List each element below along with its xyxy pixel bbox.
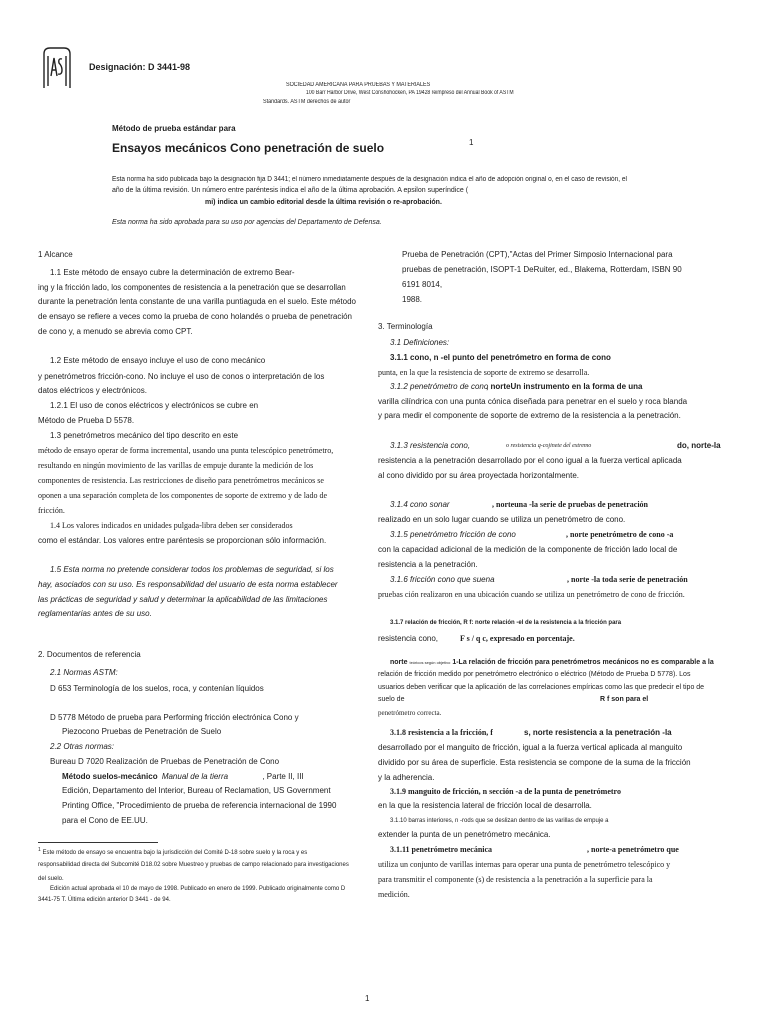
para-1-3-cont: resultando en ningún movimiento de las varillas de empuje durante la medición de los [38,461,314,470]
footnote-edition-cont: 3441-75 T. Última edición anterior D 3441 - de 94. [38,897,171,903]
para-3-1-3: 3.1.3 resistencia cono, [390,441,471,450]
section-3-heading: 3. Terminología [378,322,433,331]
para-3-1-5-cont: resistencia a la penetración. [378,560,478,569]
copyright-line: Standards. ASTM derechos de autor [263,99,351,105]
intro-line-3: mi) indica un cambio editorial desde la última revisión o re-aprobación. [205,199,442,206]
astm-logo-icon [40,46,74,90]
para-1-4-cont: como el estándar. Los valores entre paréntesis se proporcionan sólo información. [38,536,327,545]
ref-d7020: Bureau D 7020 Realización de Pruebas de Penetración de Cono [50,757,280,766]
para-1-3-cont: componentes de resistencia. Las restricciones de diseño para penetrómetros mecánicos se [38,476,324,485]
footnote-1 [38,848,307,857]
para-3-1-8-cont: dividido por su área de superficie. Esta resistencia se compone de la suma de la fricción [378,758,691,767]
ref-d5778-cont: Piezocono Pruebas de Penetración de Suelo [62,727,222,736]
para-3-1-9: 3.1.9 manguito de fricción, n sección -a de la punta de penetrómetro [390,787,621,796]
note-1-label: norte [390,659,408,666]
para-3-1-1: 3.1.1 cono, n -el punto del penetrómetro en forma de cono [390,353,611,362]
ref-d5778: D 5778 Método de prueba para Performing fricción electrónica Cono y [50,713,299,722]
para-3-1-5-def: , norte penetrómetro de cono -a [566,530,674,539]
para-1-2-1: 1.2.1 El uso de conos eléctricos y electrónicos se cubre en [50,401,259,410]
para-2-2: 2.2 Otras normas: [50,742,115,751]
para-1-3-cont: método de ensayo operar de forma incremental, usando una punta telescópico penetrómetro, [38,446,334,455]
para-3-1-6-def: , norte -la toda serie de penetración [567,575,688,584]
para-1-1-cont: de cono y, a menudo se abrevia como CPT. [38,327,193,336]
para-1-1-cont: de ensayo se refiere a veces como la prueba de cono holandés o prueba de penetración [38,312,352,321]
para-3-1-5-cont: con la capacidad adicional de la medición de la componente de fricción lado local de [378,545,678,554]
note-1-sub: teóricos según objetivo [409,660,451,665]
para-3-1-10-cont: extender la punta de un penetrómetro mecánica. [378,830,551,839]
ref-d7020-cont: Edición, Departamento del Interior, Bureau of Reclamation, US Government [62,786,331,795]
ref-part: , Parte II, III [262,772,304,781]
para-3-1-11-cont: medición. [378,890,410,899]
para-3-1-9-cont: en la que la resistencia lateral de fricción local de desarrolla. [378,801,592,810]
ref-cont-line: 1988. [402,295,423,304]
note-1-text: 1-La relación de fricción para penetrómetros mecánicos no es comparable a la [452,659,714,666]
para-3-1-3-cont: al cono dividido por su área proyectada horizontalmente. [378,471,580,480]
para-1-5-cont: hay, asociados con su uso. Es responsabilidad del usuario de esta norma establecer [38,580,338,589]
para-3-1-4-def: , norteuna -la serie de pruebas de penetración [492,500,648,509]
page-title: Ensayos mecánicos Cono penetración de suelo [112,141,385,155]
para-3-1: 3.1 Definiciones: [390,338,450,347]
para-3-1-11-cont: para transmitir el componente (s) de resistencia a la penetración a la superficie para la [378,875,653,884]
ref-method-label: Método suelos-mecánico [62,772,158,781]
para-1-2-1-cont: Método de Prueba D 5578. [38,416,135,425]
title-kicker: Método de prueba estándar para [112,124,236,133]
para-1-1: 1.1 Este método de ensayo cubre la determinación de extremo Bear- [50,268,295,277]
para-3-1-11-def: , norte-a penetrómetro que [587,845,679,854]
note-1-cont: R f son para el [600,696,649,703]
para-3-1-11: 3.1.11 penetrómetro mecánica [390,845,493,854]
note-1-cont: suelo de [378,696,405,703]
para-1-3-cont: oponen a una separación completa de los componentes de soporte de extremo y de lado de [38,491,328,500]
para-1-1-cont: ing y la fricción lado, los componentes de resistencia a la penetración que se desarrollan [38,283,346,292]
para-1-3-cont: fricción. [38,506,65,515]
para-1-2-cont: y penetrómetros fricción-cono. No incluye el uso de conos o interpretación de los [38,372,325,381]
ref-cont-line: Prueba de Penetración (CPT),"Actas del Primer Simposio Internacional para [402,250,673,259]
society-name: SOCIEDAD AMERICANA PARA PRUEBAS Y MATERIALES [286,82,431,88]
footnote-1-text: Este método de ensayo se encuentra bajo la jurisdicción del Comité D-18 sobre suelo y la roca y es [42,850,308,856]
para-3-1-4: 3.1.4 cono sonar [390,500,450,509]
footnote-edition: Edición actual aprobada el 10 de mayo de 1998. Publicado en enero de 1999. Publicado originalmente como D [50,886,346,892]
para-3-1-11-cont: utiliza un conjunto de varillas internas para operar una punta de penetrómetro telescópico y [378,860,671,869]
note-1 [390,659,714,667]
para-3-1-8-def: s, norte resistencia a la penetración -la [524,728,672,737]
para-1-5-cont: reglamentarias antes de su uso. [38,609,152,618]
ref-cont-line: pruebas de penetración, ISOPT-1 DeRuiter, ed., Blakema, Rotterdam, ISBN 90 [402,265,682,274]
para-2-1: 2.1 Normas ASTM: [50,668,118,677]
para-3-1-7-formula: F s / q c, expresado en porcentaje. [460,634,575,643]
para-3-1-3-def: do, norte-la [677,441,721,450]
para-3-1-10: 3.1.10 barras interiores, n -rods que se deslizan dentro de las varillas de empuje a [390,818,609,824]
title-footnote-mark: 1 [469,138,474,147]
intro-line-1: Esta norma ha sido publicada bajo la designación fija D 3441; el número inmediatamente después de la designación indica el año de adopción original o, en el caso de revisión, el [112,176,627,183]
society-address: 100 Barr Harbor Drive, West Conshohocken, PA 19428 reimpreso del Annual Book of ASTM [306,90,514,96]
para-3-1-7: 3.1.7 relación de fricción, R f: norte relación -el de la resistencia a la fricción para [390,620,622,626]
para-3-1-6-cont: pruebas ción realizaron en una ubicación cuando se utiliza un penetrómetro de cono de fricción. [378,590,685,599]
page-number: 1 [365,994,370,1003]
defense-note: Esta norma ha sido aprobada para su uso por agencias del Departamento de Defensa. [112,219,382,226]
para-1-4: 1.4 Los valores indicados en unidades pulgada-libra deben ser considerados [50,521,293,530]
para-3-1-1-cont: punta, en la que la resistencia de soporte de extremo se desarrolla. [378,368,590,377]
para-1-2: 1.2 Este método de ensayo incluye el uso de cono mecánico [50,356,266,365]
para-1-2-cont: datos eléctricos y electrónicos. [38,386,147,395]
para-1-5: 1.5 Esta norma no pretende considerar todos los problemas de seguridad, si los [50,565,334,574]
designation: Designación: D 3441-98 [89,62,191,72]
para-3-1-8-cont: y la adherencia. [378,773,435,782]
para-3-1-3-alt: o resistencia q-cojinete del extremo [506,443,592,449]
ref-d653: D 653 Terminología de los suelos, roca, y contenían líquidos [50,684,264,693]
footnote-divider [38,842,158,843]
para-3-1-2: 3.1.2 penetrómetro de cono [390,382,489,391]
para-1-1-cont: durante la penetración lenta constante de una varilla puntiaguda en el suelo. Este método [38,297,356,306]
section-2-heading: 2. Documentos de referencia [38,650,141,659]
para-3-1-2-cont: varilla cilíndrica con una punta cónica diseñada para penetrar en el suelo y roca blanda [378,397,688,406]
ref-manual-title: Manual de la tierra [161,772,229,781]
para-3-1-8: 3.1.8 resistencia a la fricción, f [390,728,493,737]
para-3-1-8-cont: desarrollado por el manguito de fricción, igual a la fuerza vertical aplicada al manguito [378,743,683,752]
para-3-1-2-cont: y para medir el componente de soporte de extremo de la resistencia a la penetración. [378,411,681,420]
section-1-heading: 1 Alcance [38,250,73,259]
note-1-cont: usuarios deben verificar que la aplicación de las correlaciones empíricas como las que predecir el tipo de [378,684,705,691]
ref-cont-line: 6191 8014, [402,280,443,289]
footnote-1-mark: 1 [38,847,41,853]
ref-d7020-cont [62,772,304,781]
intro-line-2: año de la última revisión. Un número entre paréntesis indica el año de la última aprobación. A epsilon superíndice ( [112,187,469,194]
footnote-1-cont: del suelo. [38,876,64,882]
ref-d7020-cont: para el Cono de EE.UU. [62,816,148,825]
para-3-1-7-cont: resistencia cono, [378,634,439,643]
note-1-cont: relación de fricción medido por penetrómetro electrónico o eléctrico (Método de Prueba D 5778). Los [378,671,691,678]
para-3-1-6: 3.1.6 fricción cono que suena [390,575,495,584]
para-3-1-4-cont: realizado en un solo lugar cuando se utiliza un penetrómetro de cono. [378,515,626,524]
note-1-cont: penetrómetro correcta. [378,709,442,717]
para-3-1-5: 3.1.5 penetrómetro fricción de cono [390,530,516,539]
ref-d7020-cont: Printing Office, "Procedimiento de prueba de referencia internacional de 1990 [62,801,337,810]
footnote-1-cont: responsabilidad directa del Subcomité D18.02 sobre Muestreo y pruebas de campo relacionado para investigaciones [38,862,349,868]
para-3-1-2-def: , norteUn instrumento en la forma de una [486,382,643,391]
para-1-3: 1.3 penetrómetros mecánico del tipo descrito en este [50,431,239,440]
para-1-5-cont: las prácticas de seguridad y salud y determinar la aplicabilidad de las limitaciones [38,595,328,604]
para-3-1-3-cont: resistencia a la penetración desarrollado por el cono igual a la fuerza vertical aplicada [378,456,682,465]
